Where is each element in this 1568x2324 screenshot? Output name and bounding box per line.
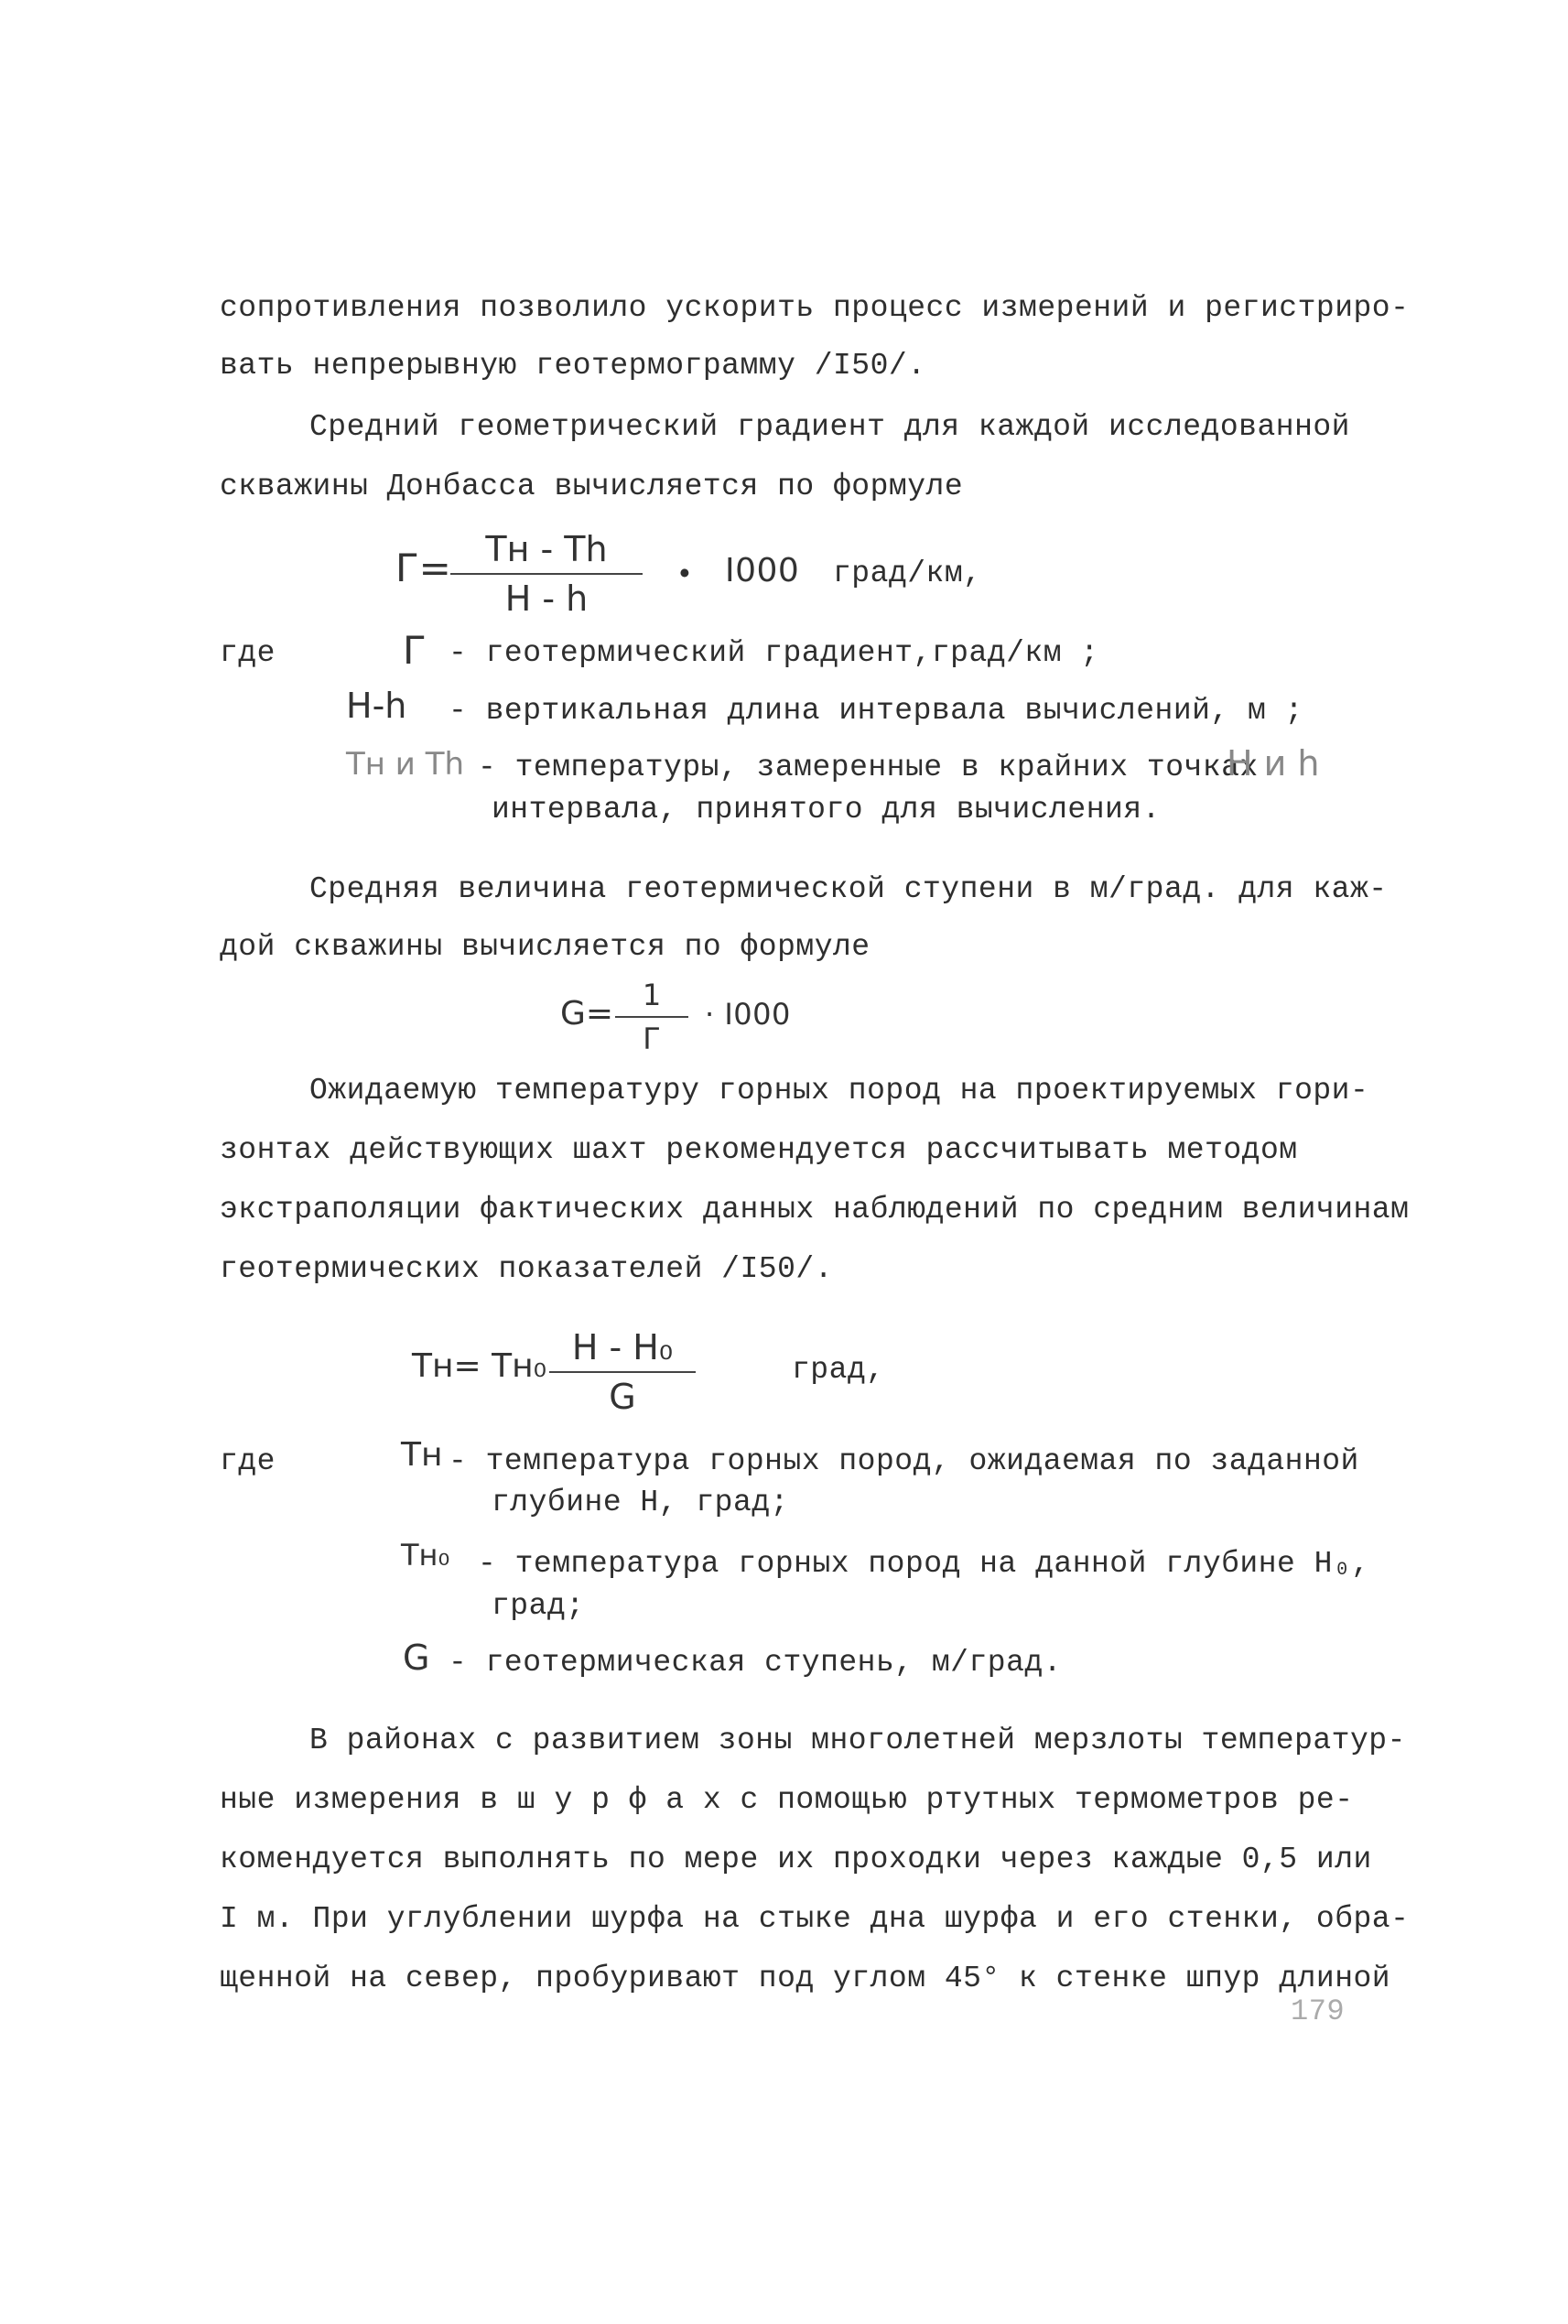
formula-1-fraction [450, 529, 643, 619]
formula-3-numerator: H - H₀ [571, 1327, 674, 1367]
paragraph-3-line-1: Средняя величина геотермической ступени в м/град. для каж- [309, 872, 1388, 906]
formula-1-factor: I000 [725, 552, 800, 589]
where-2-text-2: - температура горных пород на данной глубине H₀, [478, 1547, 1370, 1581]
where-1-text-3b: интервала, принятого для вычисления. [492, 793, 1161, 827]
where-1-text-3: - температуры, замеренные в крайних точках [478, 751, 1259, 784]
paragraph-4-line-4: геотермических показателей /I50/. [220, 1252, 834, 1286]
where-2-text-1b: глубине H, град; [492, 1486, 789, 1519]
where-1-text-1: - геотермический градиент,град/км ; [449, 636, 1099, 670]
formula-1-unit: град/км, [833, 557, 982, 590]
paragraph-5-line-4: I м. При углублении шурфа на стыке дна шурфа и его стенки, обра- [220, 1902, 1410, 1936]
paragraph-5-line-1: В районах с развитием зоны многолетней мерзлоты температур- [309, 1724, 1406, 1757]
paragraph-4-line-3: экстраполяции фактических данных наблюдений по средним величинам [220, 1193, 1410, 1227]
paragraph-2-line-1: Средний геометрический градиент для каждой исследованной [309, 410, 1350, 444]
where-1-text-2: - вертикальная длина интервала вычислений, м ; [449, 694, 1303, 728]
paragraph-5-line-3: комендуется выполнять по мере их проходки через каждые 0,5 или [220, 1843, 1372, 1876]
page-number: 179 [1291, 1994, 1346, 2028]
where-1-symbol-1: Г [403, 628, 427, 673]
where-1-symbol-3: Tн и Th [346, 746, 465, 783]
formula-1-dot: • [676, 558, 695, 592]
formula-1-lhs: Г= [395, 546, 451, 590]
where-1-symbol-2: H-h [346, 686, 407, 726]
where-2-symbol-2: Tн₀ [401, 1538, 450, 1573]
paragraph-4-line-1: Ожидаемую температуру горных пород на проектируемых гори- [309, 1074, 1369, 1108]
formula-2-numerator: 1 [642, 978, 662, 1012]
where-2-text-1: - температура горных пород, ожидаемая по заданной [449, 1444, 1359, 1478]
paragraph-5-line-5: щенной на север, пробуривают под углом 45° к стенке шпур длиной [220, 1962, 1391, 1995]
formula-3-fraction [549, 1327, 696, 1417]
formula-1-numerator: Tн - Th [485, 529, 608, 569]
formula-2-factor: · I000 [705, 997, 791, 1032]
formula-2-lhs: G= [560, 995, 614, 1032]
where-1-points: H и h [1227, 743, 1320, 784]
formula-3-lhs: Tн= Tн₀ [412, 1347, 547, 1385]
formula-1-denominator: H - h [504, 578, 589, 619]
paragraph-1-line-1: сопротивления позволило ускорить процесс измерений и регистриро- [220, 291, 1410, 325]
where-2-symbol-1: Tн [401, 1436, 443, 1474]
where-2-text-2b: град; [492, 1589, 585, 1623]
paragraph-1-line-2: вать непрерывную геотермограмму /I50/. [220, 349, 926, 383]
paragraph-2-line-2: скважины Донбасса вычисляется по формуле [220, 470, 964, 503]
where-1-label: где [220, 636, 276, 670]
where-2-label: где [220, 1444, 276, 1478]
paragraph-4-line-2: зонтах действующих шахт рекомендуется рассчитывать методом [220, 1133, 1298, 1167]
paragraph-5-line-2: ные измерения в ш у р ф а х с помощью ртутных термометров ре- [220, 1783, 1354, 1817]
where-2-symbol-3: G [403, 1638, 430, 1678]
formula-3-unit: град, [792, 1353, 885, 1387]
formula-3-denominator: G [609, 1377, 636, 1417]
paragraph-3-line-2: дой скважины вычисляется по формуле [220, 930, 871, 964]
formula-2-fraction [615, 978, 688, 1056]
formula-2-denominator: Г [643, 1021, 661, 1056]
where-2-text-3: - геотермическая ступень, м/град. [449, 1646, 1063, 1680]
